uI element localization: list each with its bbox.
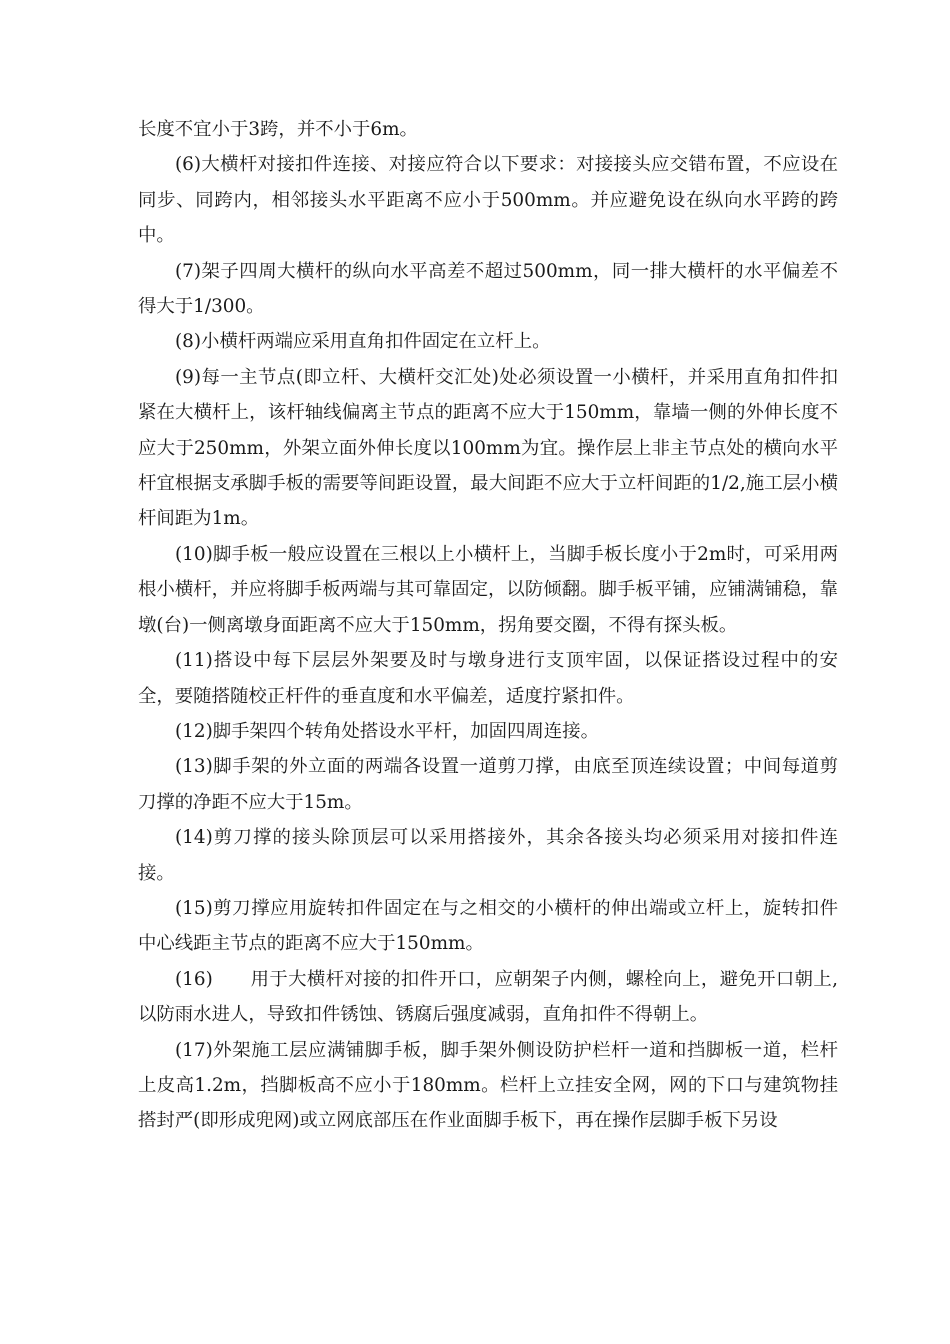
paragraph-item-13: (13)脚手架的外立面的两端各设置一道剪刀撑，由底至顶连续设置；中间每道剪刀撑的净距不应大于15m。 <box>138 756 838 813</box>
paragraph-item-17: (17)外架施工层应满铺脚手板，脚手架外侧设防护栏杆一道和挡脚板一道，栏杆上皮高1.2m，挡脚板高不应小于180mm。栏杆上立挂安全网，网的下口与建筑物挂搭封严(即形成兜网)或立网底部压在作业面脚手板下，再在操作层脚手板下另设 <box>138 1039 838 1132</box>
document-page <box>138 112 838 1139</box>
paragraph-item-9: (9)每一主节点(即立杆、大横杆交汇处)处必须设置一小横杆，并采用直角扣件扣紧在大横杆上，该杆轴线偏离主节点的距离不应大于150mm，靠墙一侧的外伸长度不应大于250mm，外架立面外伸长度以100mm为宜。操作层上非主节点处的横向水平杆宜根据支承脚手板的需要等间距设置，最大间距不应大于立杆间距的1/2,施工层小横杆间距为1m。 <box>138 366 838 530</box>
paragraph-item-16: (16) 用于大横杆对接的扣件开口，应朝架子内侧，螺栓向上，避免开口朝上,以防雨水进人，导致扣件锈蚀、锈腐后强度减弱，直角扣件不得朝上。 <box>138 968 838 1026</box>
paragraph-item-12: (12)脚手架四个转角处搭设水平杆，加固四周连接。 <box>175 720 599 742</box>
paragraph-item-11: (11)搭设中每下层层外架要及时与墩身进行支顶牢固，以保证搭设过程中的安全，要随搭随校正杆件的垂直度和水平偏差，适度拧紧扣件。 <box>138 650 838 707</box>
paragraph-item-7: (7)架子四周大横杆的纵向水平高差不超过500mm，同一排大横杆的水平偏差不得大于1/300。 <box>138 260 838 318</box>
paragraph-item-6: (6)大横杆对接扣件连接、对接应符合以下要求：对接接头应交错布置，不应设在同步、同跨内，相邻接头水平距离不应小于500mm。并应避免设在纵向水平跨的跨中。 <box>138 154 838 247</box>
paragraph-item-15: (15)剪刀撑应用旋转扣件固定在与之相交的小横杆的伸出端或立杆上，旋转扣件中心线距主节点的距离不应大于150mm。 <box>138 897 838 955</box>
paragraph-continued: 长度不宜小于3跨，并不小于6m。 <box>138 119 418 140</box>
paragraph-item-10: (10)脚手板一般应设置在三根以上小横杆上，当脚手板长度小于2m时，可采用两根小横杆，并应将脚手板两端与其可靠固定，以防倾翻。脚手板平铺，应铺满铺稳，靠墩(台)一侧离墩身面距离不应大于150mm，拐角要交圈，不得有探头板。 <box>138 543 838 636</box>
paragraph-item-14: (14)剪刀撑的接头除顶层可以采用搭接外，其余各接头均必须采用对接扣件连接。 <box>138 827 838 884</box>
paragraph-item-8: (8)小横杆两端应采用直角扣件固定在立杆上。 <box>175 331 551 353</box>
